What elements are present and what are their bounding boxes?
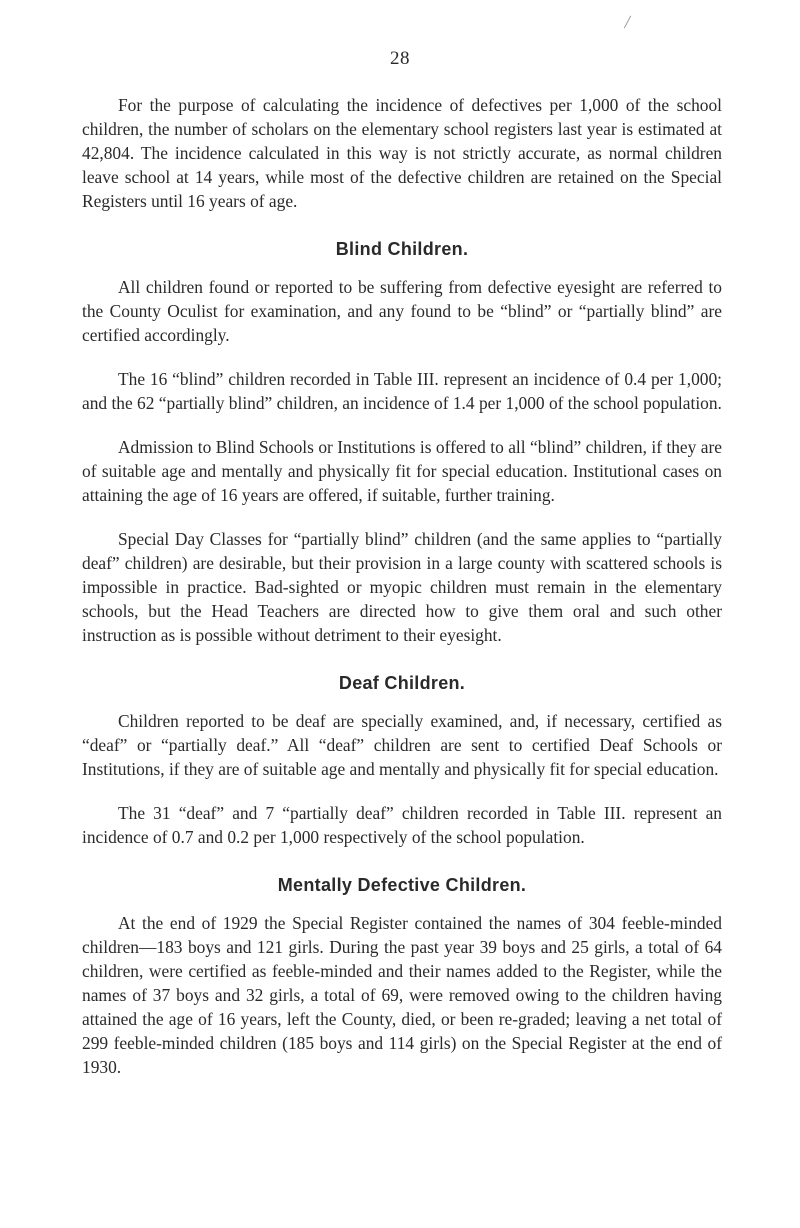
blind-paragraph-1: All children found or reported to be suffering from defective eyesight are referred to the County Oculist for examination, and any found to be “blind” or “partially blind” are certified accordingly. <box>82 277 722 345</box>
blind-paragraph-2: The 16 “blind” children recorded in Table III. represent an incidence of 0.4 per 1,000; and the 62 “partially blind” children, an incidence of 1.4 per 1,000 of the school population. <box>82 369 722 413</box>
intro-paragraph: For the purpose of calculating the incidence of defectives per 1,000 of the school children, the number of scholars on the elementary school registers last year is estimated at 42,804. The incidence calculated in this way is not strictly accurate, as normal children leave school at 14 years, while most of the defective children are retained on the Special Registers until 16 years of age. <box>82 95 722 211</box>
deaf-paragraph-2: The 31 “deaf” and 7 “partially deaf” children recorded in Table III. represent an incidence of 0.7 and 0.2 per 1,000 respectively of the school population. <box>82 803 722 847</box>
mental-paragraph-1: At the end of 1929 the Special Register contained the names of 304 feeble-minded children—183 boys and 121 girls. During the past year 39 boys and 25 girls, a total of 64 children, were certified as feeble-minded and their names added to the Register, while the names of 37 boys and 32 girls, a total of 69, were removed owing to the children having attained the age of 16 years, left the County, died, or been re-graded; leaving a net total of 299 feeble-minded children (185 boys and 114 girls) on the Special Register at the end of 1930. <box>82 913 722 1077</box>
section-heading-mentally-defective: Mentally Defective Children. <box>277 875 527 895</box>
deaf-paragraph-1: Children reported to be deaf are specially examined, and, if necessary, certified as “deaf” or “partially deaf.” All “deaf” children are sent to certified Deaf Schools or Institutions, if they are of suitable age and mentally and physically fit for special education. <box>82 711 722 779</box>
blind-paragraph-4: Special Day Classes for “partially blind” children (and the same applies to “partially deaf” children) are desirable, but their provision in a large county with scattered schools is impossible in practice. Bad-sighted or myopic children must remain in the elementary schools, but the Head Teachers are directed how to give them oral and such other instruction as is possible without detriment to their eyesight. <box>82 529 722 645</box>
page-number: 28 <box>390 48 410 69</box>
blind-paragraph-3: Admission to Blind Schools or Institutions is offered to all “blind” children, if they are of suitable age and mentally and physically fit for special education. Institutional cases on attaining the age of 16 years are offered, if suitable, further training. <box>82 437 722 505</box>
pencil-mark-icon <box>624 16 631 29</box>
page-content <box>82 93 722 1099</box>
section-heading-blind: Blind Children. <box>335 239 469 259</box>
section-heading-deaf: Deaf Children. <box>338 673 466 693</box>
